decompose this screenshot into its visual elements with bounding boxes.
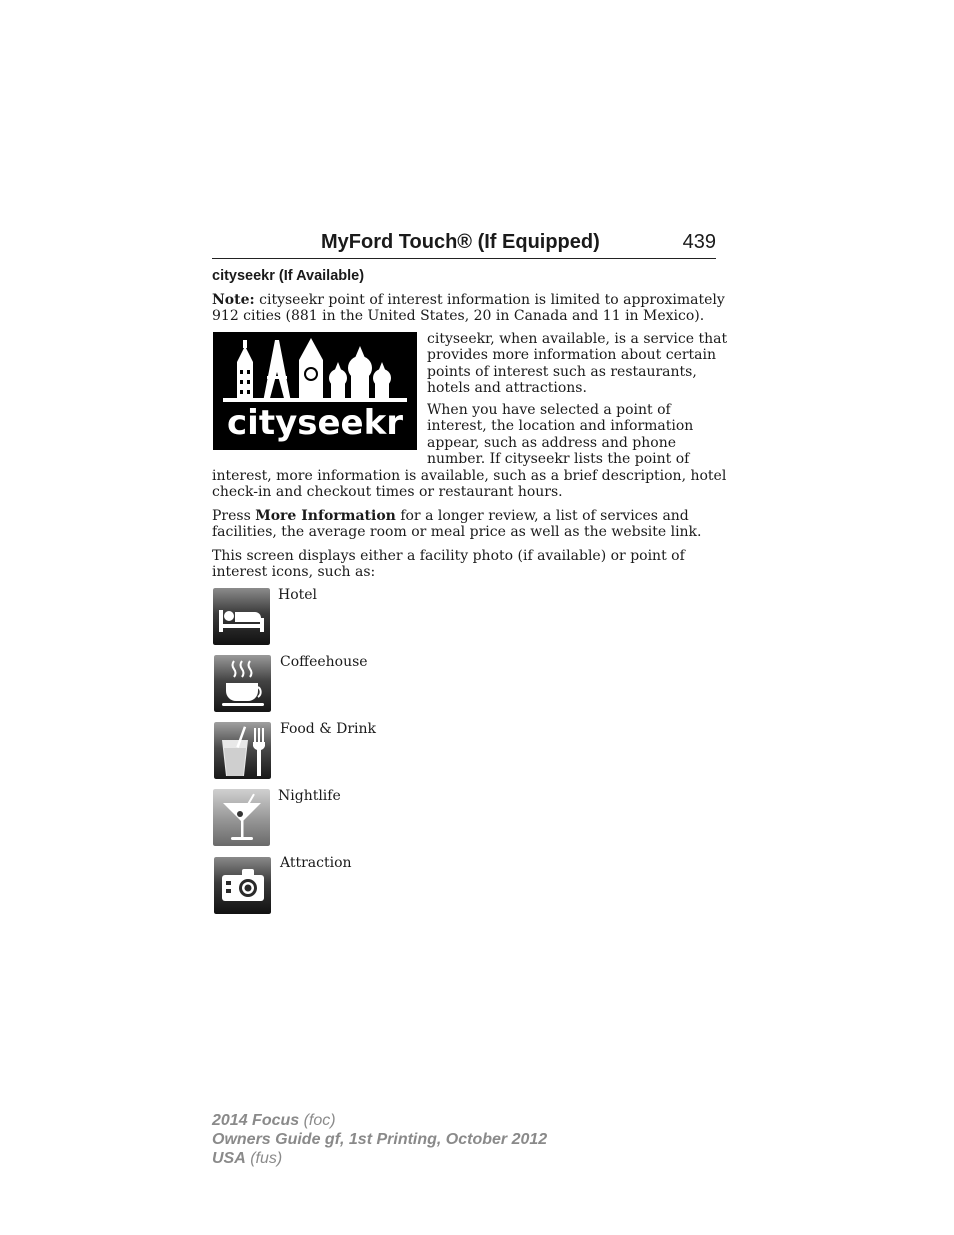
screen-line-1: This screen displays either a facility photo (if available) or point of [212,548,685,564]
selected-line-1: When you have selected a point of [427,402,671,418]
note-text-line-2: 912 cities (881 in the United States, 20 in Canada and 11 in Mexico). [212,308,705,325]
page-title: MyFord Touch® (If Equipped) [321,231,600,253]
intro-paragraph [427,331,728,396]
intro-line-1: cityseekr, when available, is a service that [427,331,728,347]
intro-line-3: points of interest such as restaurants, [427,363,697,380]
hotel-icon [213,588,270,645]
page-number: 439 [682,231,716,253]
note-paragraph [212,292,725,325]
footer-region: USA [212,1150,246,1167]
logo-text: cityseekr [227,403,403,443]
section-heading: cityseekr (If Available) [212,268,365,284]
note-label: Note: [212,292,255,308]
food-drink-label: Food & Drink [280,721,377,737]
screen-paragraph [212,548,716,581]
coffeehouse-label: Coffeehouse [280,654,368,670]
press-suffix: for a longer review, a list of services and [395,508,689,524]
intro-line-2: provides more information about certain [427,347,717,364]
attraction-icon [214,857,271,914]
attraction-label: Attraction [280,855,352,871]
selected-line-4: number. If cityseekr lists the point of [427,450,690,467]
page-header [212,228,716,259]
food-drink-icon [214,722,271,779]
selected-line-2: interest, the location and information [427,418,694,435]
coffeehouse-icon [214,655,271,712]
selected-paragraph [427,402,719,467]
footer-region-code: (fus) [245,1150,283,1167]
press-paragraph [212,508,716,541]
selected-paragraph-continued [212,468,727,501]
screen-line-2: interest icons, such as: [212,564,376,581]
footer-model: 2014 Focus [212,1112,300,1129]
cityseekr-logo [213,332,417,450]
press-prefix: Press [212,508,256,524]
selected-line-6: check-in and checkout times or restaurant hours. [212,484,563,501]
footer-model-code: (foc) [299,1112,336,1129]
selected-line-3: appear, such as address and phone [427,434,676,451]
more-information-term: More Information [255,508,396,524]
footer-guide: Owners Guide gf, 1st Printing, October 2012 [212,1131,548,1148]
intro-line-4: hotels and attractions. [427,379,587,396]
page-footer [212,1111,547,1168]
nightlife-icon [213,789,270,846]
press-line-2: facilities, the average room or meal price as well as the website link. [212,524,702,541]
selected-line-5: interest, more information is available, such as a brief description, hotel [212,468,727,484]
note-text-line-1: cityseekr point of interest information is limited to approximately [254,292,725,308]
nightlife-label: Nightlife [278,788,341,804]
hotel-label: Hotel [278,587,318,603]
